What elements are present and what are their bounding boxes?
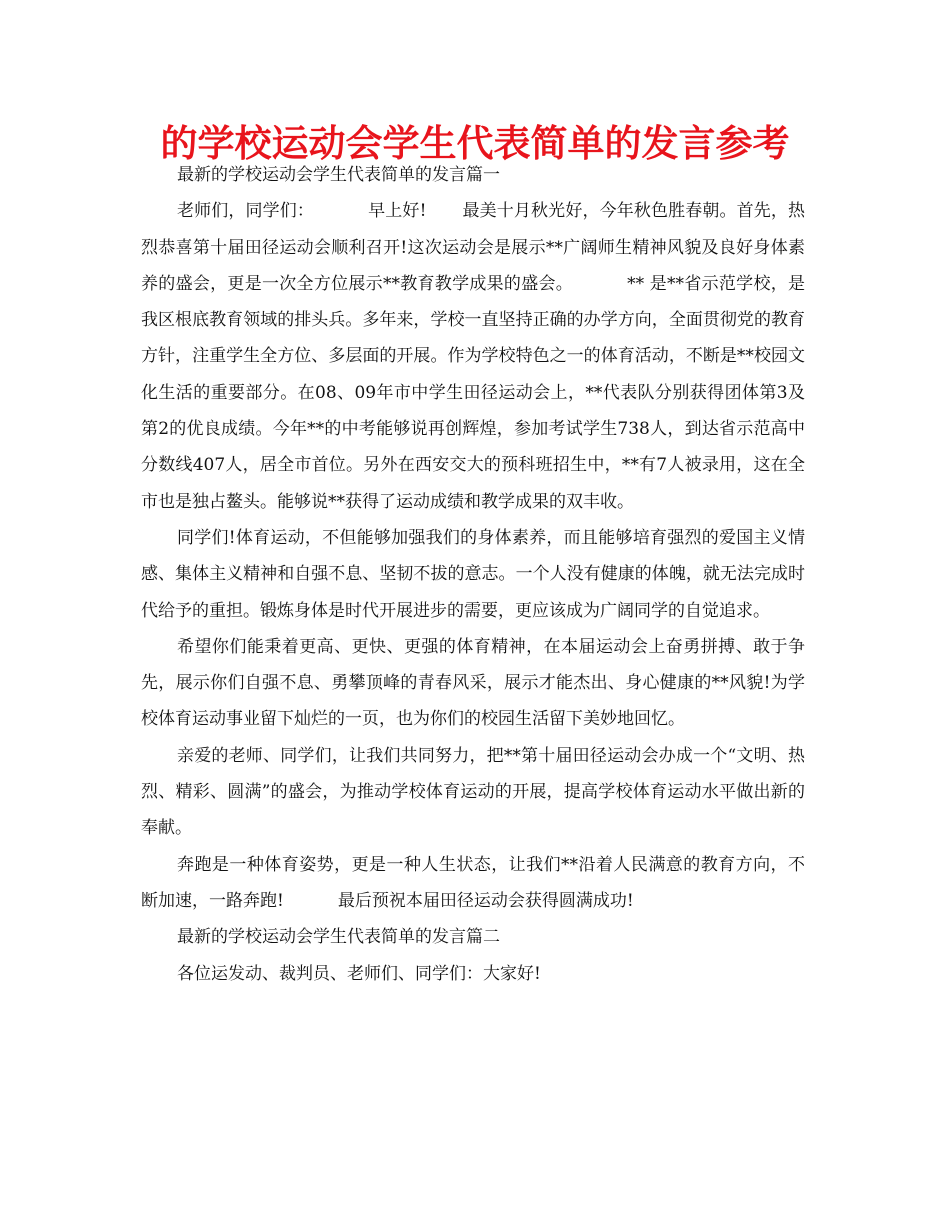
document-title: 的学校运动会学生代表简单的发言参考	[160, 122, 790, 165]
paragraph-5	[141, 847, 805, 920]
paragraph-4: 亲爱的老师、同学们，让我们共同努力，把**第十届田径运动会办成一个“文明、热烈、精彩、圆满”的盛会，为推动学校体育运动的开展，提高学校体育运动水平做出新的奉献。	[141, 745, 805, 839]
paragraph-5-closing: 最后预祝本届田径运动会获得圆满成功!	[337, 890, 634, 911]
paragraph-3: 希望你们能秉着更高、更快、更强的体育精神，在本届运动会上奋勇拼搏、敢于争先，展示你们自强不息、勇攀顶峰的青春风采，展示才能杰出、身心健康的**风貌!为学校体育运动事业留下灿烂的一页，也为你们的校园生活留下美妙地回忆。	[141, 636, 805, 730]
document-body	[141, 157, 805, 992]
good-morning-text: 早上好!	[368, 201, 427, 222]
paragraph-6: 各位运发动、裁判员、老师们、同学们：大家好!	[177, 963, 541, 984]
greeting-text: 老师们，同学们：	[177, 201, 315, 222]
paragraph-2: 同学们!体育运动，不但能够加强我们的身体素养，而且能够培育强烈的爱国主义情感、集体主义精神和自强不息、坚韧不拔的意志。一个人没有健康的体魄，就无法完成时代给予的重担。锻炼身体是时代开展进步的需要，更应该成为广阔同学的自觉追求。	[141, 527, 805, 621]
section-heading-2: 最新的学校运动会学生代表简单的发言篇二	[177, 927, 500, 948]
section-heading-1: 最新的学校运动会学生代表简单的发言篇一	[177, 165, 500, 185]
opening-text-continued: ** 是**省示范学校，是我区根底教育领域的排头兵。多年来，学校一直坚持正确的办学方向，全面贯彻党的教育方针，注重学生全方位、多层面的开展。作为学校特色之一的体育活动，不断是**校园文化生活的重要部分。在08、09年市中学生田径运动会上，**代表队分别获得团体第3及第2的优良成绩。今年**的中考能够说再创辉煌，参加考试学生738人，到达省示范高中分数线407人，居全市首位。另外在西安交大的预科班招生中，**有7人被录用，这在全市也是独占鳌头。能够说**获得了运动成绩和教学成果的双丰收。	[141, 273, 806, 512]
paragraph-opening	[141, 193, 805, 520]
opening-text: 最美十月秋光好，今年秋色胜春朝。首先，热烈恭喜第十届田径运动会顺利召开!这次运动会是展示**广阔师生精神风貌及良好身体素养的盛会，更是一次全方位展示**教育教学成果的盛会。	[141, 201, 806, 294]
paragraph-5-main: 奔跑是一种体育姿势，更是一种人生状态，让我们**沿着人民满意的教育方向，不断加速，一路奔跑!	[141, 854, 805, 911]
